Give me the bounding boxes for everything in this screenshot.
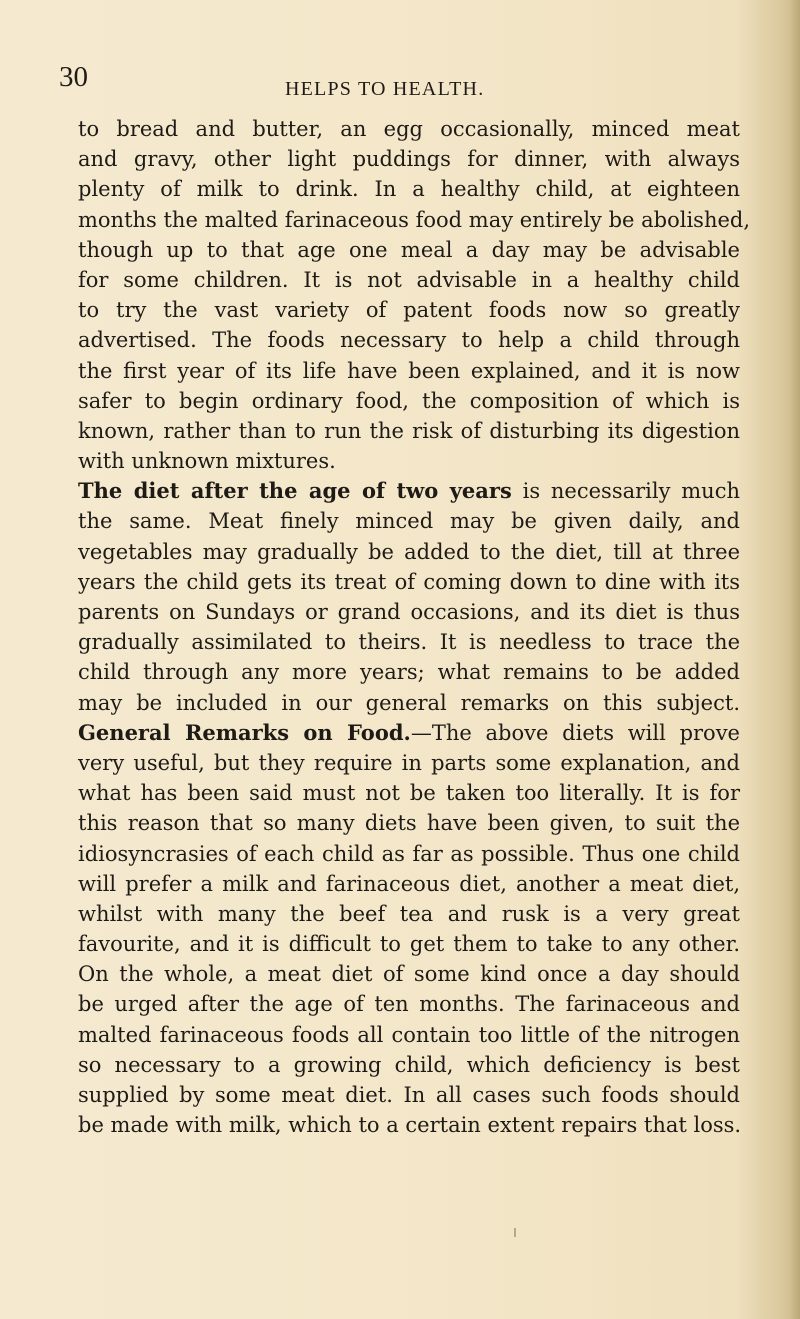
text-line: so necessary to a growing child, which deficiency is best	[78, 1052, 740, 1077]
text-line: the first year of its life have been explained, and it is now	[78, 358, 740, 383]
text-line: the same. Meat finely minced may be given daily, and	[78, 509, 740, 534]
text-line: parents on Sundays or grand occasions, and its diet is thus	[78, 600, 740, 624]
text-line: for some children. It is not advisable in a healthy child	[78, 267, 740, 292]
body-text	[78, 114, 751, 1140]
text-line: malted farinaceous foods all contain too little of the nitrogen	[78, 1022, 740, 1047]
paper-speck	[514, 1228, 516, 1237]
text-line: may be included in our general remarks on this subject.	[78, 690, 740, 715]
paragraph-first-line-rest: —The above diets will prove	[410, 720, 740, 745]
text-line: plenty of milk to drink. In a healthy child, at eighteen	[78, 177, 740, 202]
text-line: gradually assimilated to theirs. It is needless to trace the	[78, 630, 740, 655]
text-line: what has been said must not be taken too literally. It is for	[78, 781, 740, 806]
text-line: to try the vast variety of patent foods now so greatly	[78, 298, 740, 323]
page-header	[0, 61, 800, 110]
running-head: HELPS TO HEALTH.	[285, 78, 485, 100]
text-line: though up to that age one meal a day may be advisable	[78, 237, 740, 262]
text-line: with unknown mixtures.	[78, 449, 336, 474]
text-line: months the malted farinaceous food may entirely be abolished,	[78, 207, 751, 232]
text-line: vegetables may gradually be added to the diet, till at three	[78, 539, 740, 564]
text-line: will prefer a milk and farinaceous diet, another a meat diet,	[78, 871, 740, 896]
text-line: and gravy, other light puddings for dinner, with always	[78, 147, 740, 172]
text-line: On the whole, a meat diet of some kind once a day should	[78, 962, 740, 987]
paragraph-first-line-rest: is necessarily much	[511, 479, 740, 504]
paragraph-heading: The diet after the age of two years	[78, 478, 512, 504]
text-line: very useful, but they require in parts some explanation, and	[78, 750, 740, 775]
text-line: advertised. The foods necessary to help a child through	[78, 328, 740, 353]
text-line: years the child gets its treat of coming down to dine with its	[78, 569, 740, 594]
page-edge-shadow	[790, 0, 800, 1319]
page-number: 30	[59, 61, 88, 93]
text-line: to bread and butter, an egg occasionally, minced meat	[78, 117, 740, 141]
paragraph-first-line	[78, 718, 740, 748]
text-line: idiosyncrasies of each child as far as possible. Thus one child	[78, 841, 740, 866]
paragraph-first-line	[78, 476, 740, 506]
text-line: this reason that so many diets have been given, to suit the	[78, 811, 740, 836]
text-line: be made with milk, which to a certain extent repairs that loss.	[78, 1113, 742, 1138]
text-line: supplied by some meat diet. In all cases such foods should	[78, 1083, 740, 1107]
text-line: known, rather than to run the risk of disturbing its digestion	[78, 418, 740, 443]
text-line: safer to begin ordinary food, the composition of which is	[78, 388, 740, 413]
text-line: whilst with many the beef tea and rusk is a very great	[78, 901, 740, 926]
text-line: be urged after the age of ten months. The farinaceous and	[78, 992, 740, 1017]
text-line: child through any more years; what remains to be added	[78, 660, 740, 685]
section-heading: General Remarks on Food.	[78, 719, 411, 745]
text-line: favourite, and it is difficult to get them to take to any other.	[78, 932, 740, 957]
